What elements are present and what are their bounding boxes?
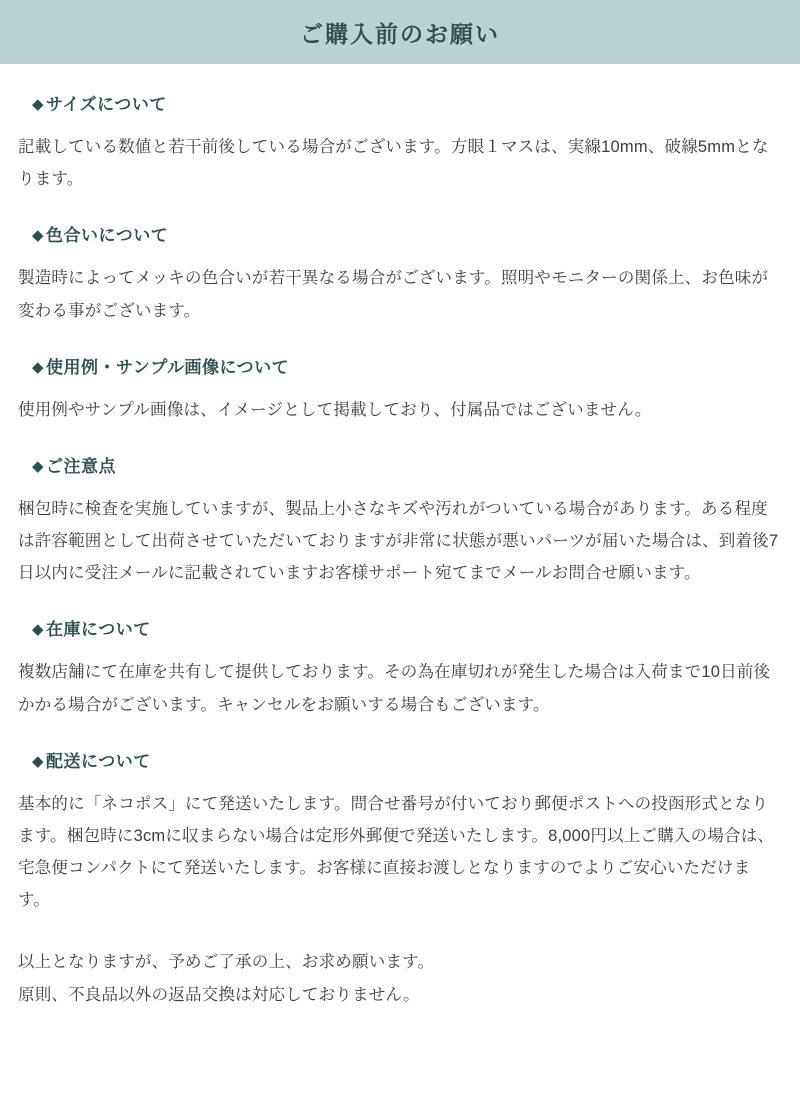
closing-note <box>18 946 782 1010</box>
section-heading-text: サイズについて <box>46 95 167 114</box>
diamond-icon: ◆ <box>32 621 45 639</box>
section-size <box>18 90 782 195</box>
section-shipping <box>18 747 782 917</box>
diamond-icon: ◆ <box>32 457 45 475</box>
diamond-icon: ◆ <box>32 752 45 770</box>
section-heading-shipping <box>32 747 782 772</box>
section-heading-text: ご注意点 <box>46 456 117 476</box>
section-heading-sample-images <box>32 353 782 378</box>
section-heading-text: 配送について <box>46 751 151 771</box>
page-title: ご購入前のお願い <box>300 20 500 47</box>
section-heading-text: 在庫について <box>46 620 151 640</box>
section-body-shipping: 基本的に「ネコポス」にて発送いたします。問合せ番号が付いており郵便ポストへの投函形式となります。梱包時に3cmに収まらない場合は定形外郵便で発送いたします。8,000円以上ご購入の場合は、宅急便コンパクトにて発送いたします。お客様に直接お渡しとなりますのでよりご安心いただけます。 <box>18 794 775 910</box>
section-body-color: 製造時によってメッキの色合いが若干異なる場合がございます。照明やモニターの関係上、お色味が変わる事がございます。 <box>18 269 769 320</box>
section-stock <box>18 615 782 720</box>
section-heading-cautions <box>32 452 782 477</box>
section-heading-text: 使用例・サンプル画像について <box>46 357 290 377</box>
section-body-stock: 複数店舗にて在庫を共有して提供しております。その為在庫切れが発生した場合は入荷まで10日前後かかる場合がございます。キャンセルをお願いする場合もございます。 <box>18 663 771 714</box>
section-body-cautions: 梱包時に検査を実施していますが、製品上小さなキズや汚れがついている場合があります。ある程度は許容範囲として出荷させていただいておりますが非常に状態が悪いパーツが届いた場合は、到着後7日以内に受注メールに記載されていますお客様サポート宛てまでメールお問合せ願います。 <box>18 499 779 583</box>
diamond-icon: ◆ <box>32 96 45 113</box>
section-body-sample-images: 使用例やサンプル画像は、イメージとして掲載しており、付属品ではございません。 <box>18 400 652 419</box>
closing-line-2: 原則、不良品以外の返品交換は対応しておりません。 <box>18 985 420 1004</box>
section-cautions <box>18 452 782 590</box>
section-color <box>18 221 782 326</box>
section-sample-images <box>18 353 782 426</box>
diamond-icon: ◆ <box>32 227 45 245</box>
section-heading-text: 色合いについて <box>46 226 169 246</box>
section-heading-color <box>32 221 782 246</box>
section-heading-size <box>32 90 782 115</box>
closing-line-1: 以上となりますが、予めご了承の上、お求め願います。 <box>18 953 435 972</box>
page-header-band <box>0 0 800 64</box>
notice-content <box>0 90 800 1011</box>
diamond-icon: ◆ <box>32 358 45 376</box>
section-body-size: 記載している数値と若干前後している場合がございます。方眼１マスは、実線10mm、破線5mmとなります。 <box>18 138 769 189</box>
section-heading-stock <box>32 615 782 640</box>
